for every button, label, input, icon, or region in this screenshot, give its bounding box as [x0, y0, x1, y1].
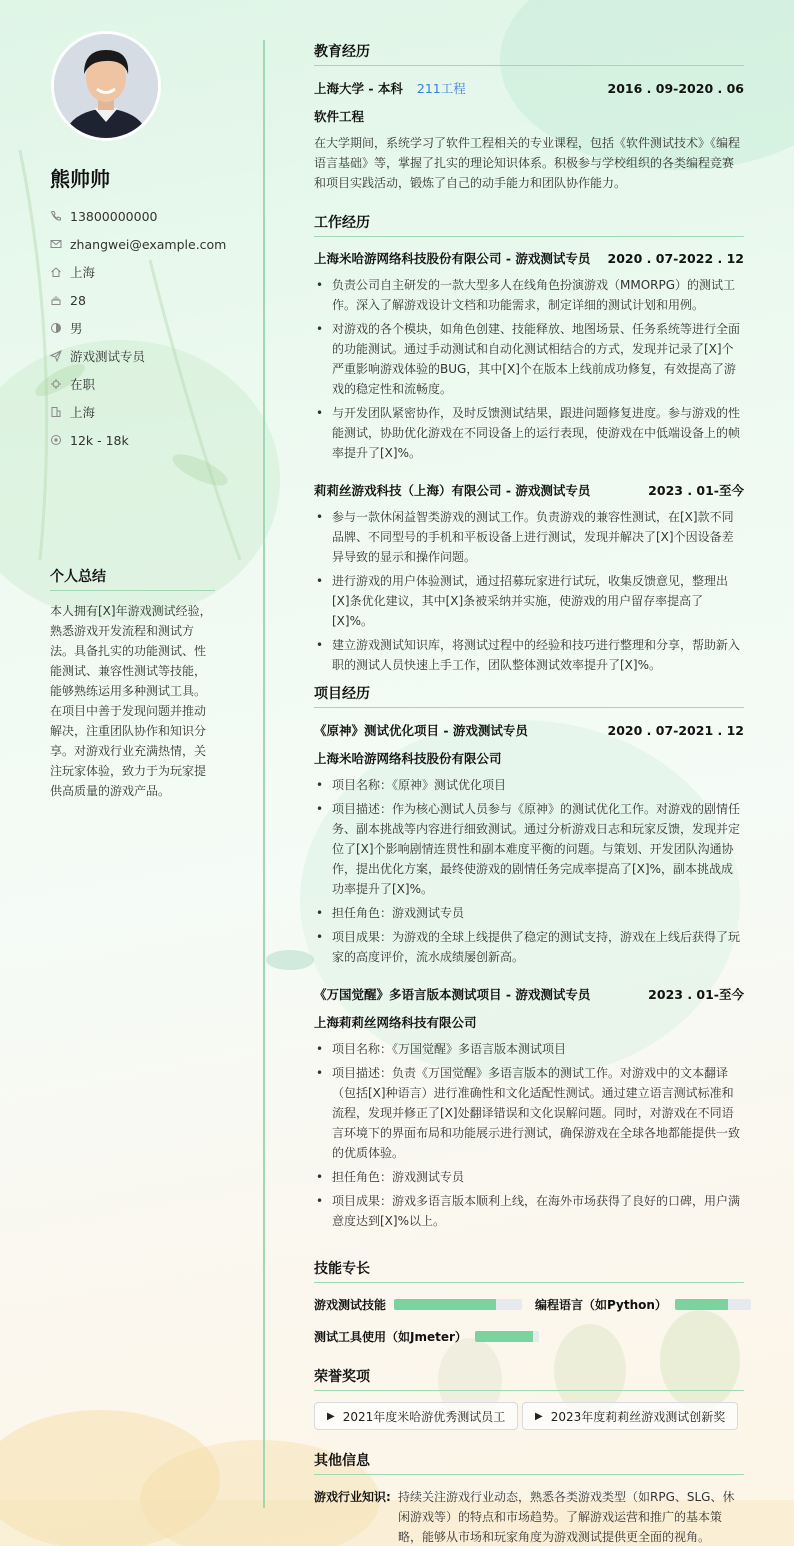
- skill-item: [314, 1296, 522, 1313]
- cake-icon: [50, 294, 62, 306]
- job-date: 2020 . 07-2022 . 12: [607, 251, 744, 266]
- contact-location-text: 上海: [70, 265, 96, 280]
- avatar-portrait: [54, 34, 158, 138]
- contact-status-text: 在职: [70, 377, 96, 392]
- other-text: 持续关注游戏行业动态，熟悉各类游戏类型（如RPG、SLG、休闲游戏等）的特点和市场趋势。了解游戏运营和推广的基本策略，能够从市场和玩家角度为游戏测试提供更全面的视角。: [398, 1490, 735, 1544]
- contact-location: [50, 258, 226, 286]
- home-icon: [50, 266, 62, 278]
- summary-title: 个人总结: [50, 566, 215, 591]
- contact-status: [50, 370, 226, 398]
- skill-bar: [394, 1299, 522, 1310]
- list-item: • 与开发团队紧密协作，及时反馈测试结果，跟进问题修复进度。参与游戏的性能测试，协助优化游戏在不同设备上的运行表现，使游戏在中低端设备上的帧率提升了[X]%。: [314, 403, 744, 463]
- skill-label: 编程语言（如Python）: [535, 1298, 667, 1312]
- education-major: 软件工程: [314, 109, 365, 124]
- contact-info-list: [50, 202, 226, 454]
- list-item: • 项目成果：游戏多语言版本顺利上线，在海外市场获得了良好的口碑，用户满意度达到[X]%以上。: [314, 1191, 744, 1231]
- play-icon: ▶: [327, 1410, 335, 1422]
- contact-age-text: 28: [70, 292, 86, 308]
- skill-bar-fill: [675, 1299, 728, 1310]
- project-heading: 《万国觉醒》多语言版本测试项目 - 游戏测试专员: [314, 987, 591, 1002]
- project-header: [314, 721, 744, 739]
- education-school-wrap: [314, 79, 466, 97]
- education-header: [314, 79, 744, 97]
- education-tag: 211工程: [416, 81, 466, 96]
- send-icon: [50, 350, 62, 362]
- education-desc: 在大学期间，系统学习了软件工程相关的专业课程，包括《软件测试技术》《编程语言基础》等，掌握了扎实的理论知识体系。积极参与学校组织的各类编程竞赛和项目实践活动，锻炼了自己的动手能力和团队协作能力。: [314, 136, 741, 190]
- project-date: 2020 . 07-2021 . 12: [607, 723, 744, 738]
- avatar: [51, 31, 161, 141]
- skill-bar-fill: [394, 1299, 496, 1310]
- job-header: [314, 481, 744, 499]
- projects-title: 项目经历: [314, 683, 744, 708]
- work-title: 工作经历: [314, 212, 744, 237]
- other-title: 其他信息: [314, 1450, 744, 1475]
- project-header: [314, 985, 744, 1003]
- project-bullets: [314, 775, 744, 971]
- summary-text: 本人拥有[X]年游戏测试经验，熟悉游戏开发流程和测试方法。具备扎实的功能测试、性能测试、兼容性测试等技能，能够熟练运用多种测试工具。在项目中善于发现问题并推动解决，注重团队协作和知识分享。对游戏行业充满热情，关注玩家体验，致力于为玩家提供高质量的游戏产品。: [50, 604, 212, 798]
- other-label: 游戏行业知识:: [314, 1490, 391, 1504]
- project-heading: 《原神》测试优化项目 - 游戏测试专员: [314, 723, 528, 738]
- contact-salary-text: 12k - 18k: [70, 432, 129, 448]
- list-item: • 负责公司自主研发的一款大型多人在线角色扮演游戏（MMORPG）的测试工作。深入了解游戏设计文档和功能需求，制定详细的测试计划和用例。: [314, 275, 744, 315]
- list-item: • 对游戏的各个模块，如角色创建、技能释放、地图场景、任务系统等进行全面的功能测试。通过手动测试和自动化测试相结合的方式，发现并记录了[X]个严重影响游戏体验的BUG，其中[X]个在版本上线前成功修复，有效提高了游戏的稳定性和流畅度。: [314, 319, 744, 399]
- job-bullets: [314, 275, 744, 467]
- skill-bar: [675, 1299, 751, 1310]
- sidebar: [0, 0, 264, 1546]
- contact-phone: [50, 202, 226, 230]
- list-item: • 项目名称：《万国觉醒》多语言版本测试项目: [314, 1039, 744, 1059]
- status-icon: [50, 378, 62, 390]
- list-item: • 项目描述：作为核心测试人员参与《原神》的测试优化工作。对游戏的剧情任务、副本挑战等内容进行细致测试。通过分析游戏日志和玩家反馈，发现并定位了[X]个影响剧情连贯性和副本难度平衡的问题。与策划、开发团队沟通协作，提出优化方案，最终使游戏的剧情任务完成率提高了[X]%，副本挑战成功率提升了[X]%。: [314, 799, 744, 899]
- profile-name: 熊帅帅: [50, 167, 110, 191]
- skill-bar: [475, 1331, 539, 1342]
- play-icon: ▶: [535, 1410, 543, 1422]
- list-item: • 担任角色：游戏测试专员: [314, 1167, 744, 1187]
- job-bullets: [314, 507, 744, 679]
- contact-gender: [50, 314, 226, 342]
- award-text: 2023年度莉莉丝游戏测试创新奖: [550, 1409, 726, 1424]
- column-divider: [263, 40, 265, 1508]
- project-company: 上海米哈游网络科技股份有限公司: [314, 751, 502, 766]
- list-item: • 担任角色：游戏测试专员: [314, 903, 744, 923]
- list-item: • 进行游戏的用户体验测试，通过招募玩家进行试玩，收集反馈意见，整理出[X]条优化建议，其中[X]条被采纳并实施，使游戏的用户留存率提高了[X]%。: [314, 571, 744, 631]
- skill-item: [314, 1328, 539, 1345]
- award-item: [314, 1402, 518, 1430]
- contact-salary: [50, 426, 226, 454]
- list-item: • 项目描述：负责《万国觉醒》多语言版本的测试工作。对游戏中的文本翻译（包括[X]种语言）进行准确性和文化适配性测试。通过建立语言测试标准和流程，发现并修正了[X]处翻译错误和文化误解问题。同时，对游戏在不同语言环境下的界面布局和功能展示进行测试，确保游戏在全球各地都能提供一致的优质体验。: [314, 1063, 744, 1163]
- building-icon: [50, 406, 62, 418]
- mail-icon: [50, 238, 62, 250]
- project-company: 上海莉莉丝网络科技有限公司: [314, 1015, 477, 1030]
- education-school: 上海大学 - 本科: [314, 81, 403, 96]
- skill-bar-fill: [475, 1331, 533, 1342]
- contact-phone-text: 13800000000: [70, 208, 158, 224]
- skill-label: 测试工具使用（如Jmeter）: [314, 1330, 467, 1344]
- project-date: 2023 . 01-至今: [648, 987, 744, 1002]
- contact-age: [50, 286, 226, 314]
- contact-city-text: 上海: [70, 405, 96, 420]
- award-text: 2021年度米哈游优秀测试员工: [342, 1409, 506, 1424]
- contact-city: [50, 398, 226, 426]
- skill-label: 游戏测试技能: [314, 1298, 387, 1312]
- phone-icon: [50, 210, 62, 222]
- list-item: • 建立游戏测试知识库，将测试过程中的经验和技巧进行整理和分享，帮助新入职的测试人员快速上手工作，团队整体测试效率提升了[X]%。: [314, 635, 744, 675]
- list-item: • 项目名称：《原神》测试优化项目: [314, 775, 744, 795]
- job-date: 2023 . 01-至今: [648, 483, 744, 498]
- skills-title: 技能专长: [314, 1258, 744, 1283]
- contact-email: [50, 230, 226, 258]
- award-item: [522, 1402, 738, 1430]
- list-item: • 项目成果：为游戏的全球上线提供了稳定的测试支持，游戏在上线后获得了玩家的高度评价，流水成绩屡创新高。: [314, 927, 744, 967]
- gender-icon: [50, 322, 62, 334]
- skill-item: [535, 1296, 751, 1313]
- contact-position-text: 游戏测试专员: [70, 349, 146, 364]
- education-title: 教育经历: [314, 41, 744, 66]
- contact-position: [50, 342, 226, 370]
- job-header: [314, 249, 744, 267]
- education-date: 2016 . 09-2020 . 06: [607, 81, 744, 96]
- project-bullets: [314, 1039, 744, 1235]
- job-heading: 莉莉丝游戏科技（上海）有限公司 - 游戏测试专员: [314, 483, 591, 498]
- salary-icon: [50, 434, 62, 446]
- awards-title: 荣誉奖项: [314, 1366, 744, 1391]
- contact-gender-text: 男: [70, 321, 83, 336]
- contact-email-text: zhangwei@example.com: [70, 236, 227, 252]
- other-info-row: [314, 1487, 744, 1546]
- job-heading: 上海米哈游网络科技股份有限公司 - 游戏测试专员: [314, 251, 591, 266]
- list-item: • 参与一款休闲益智类游戏的测试工作。负责游戏的兼容性测试，在[X]款不同品牌、不同型号的手机和平板设备上进行测试，发现并解决了[X]个因设备差异导致的显示和操作问题。: [314, 507, 744, 567]
